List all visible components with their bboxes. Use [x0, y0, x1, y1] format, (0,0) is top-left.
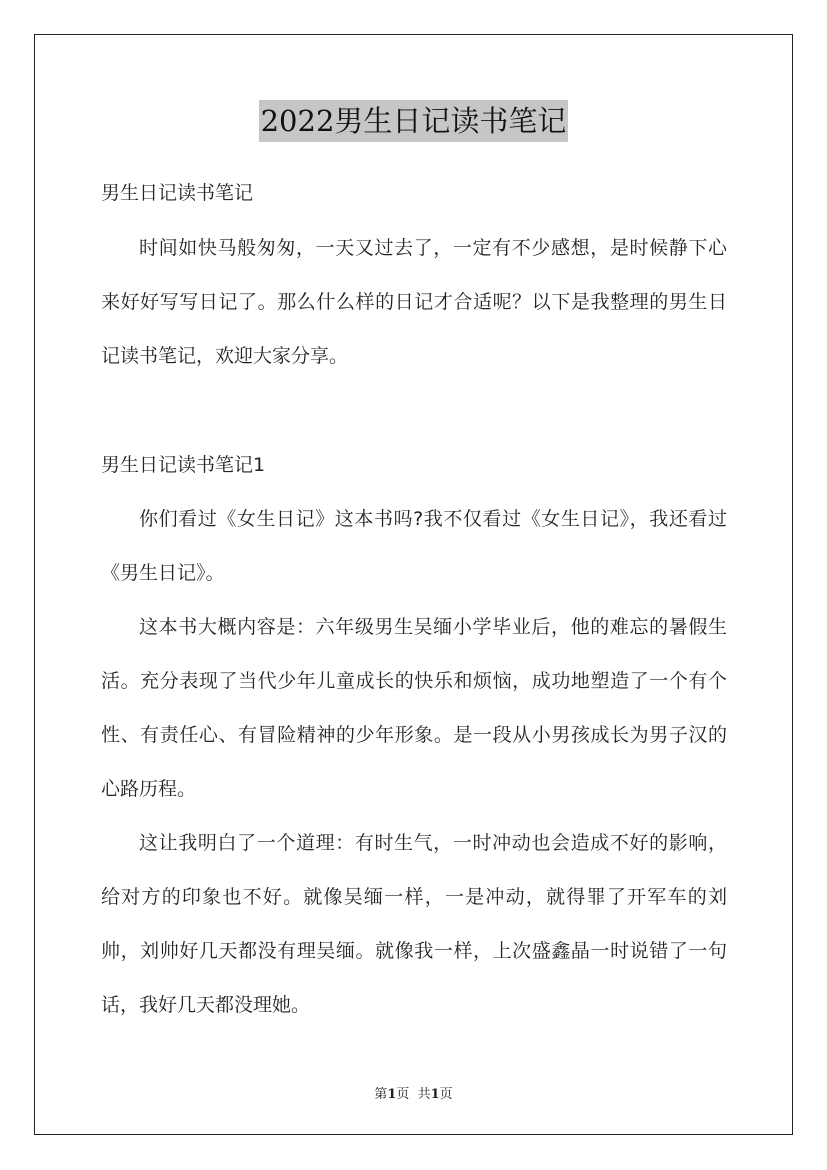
body-paragraph-1: 你们看过《女生日记》这本书吗?我不仅看过《女生日记》，我还看过《男生日记》。 — [101, 508, 727, 584]
page-footer — [0, 1083, 827, 1102]
intro-paragraph: 时间如快马般匆匆，一天又过去了，一定有不少感想，是时候静下心来好好写写日记了。那么什么样的日记才合适呢？以下是我整理的男生日记读书笔记，欢迎大家分享。 — [101, 237, 727, 367]
footer-mid: 页 共 — [396, 1087, 431, 1102]
title-container — [0, 100, 827, 142]
footer-page-current: 1 — [387, 1087, 397, 1102]
section-heading: 男生日记读书笔记1 — [101, 454, 266, 476]
intro-heading: 男生日记读书笔记 — [101, 182, 254, 204]
footer-suffix: 页 — [439, 1087, 453, 1102]
body-paragraph-3: 这让我明白了一个道理：有时生气，一时冲动也会造成不好的影响，给对方的印象也不好。就像吴缅一样，一是冲动，就得罪了开军车的刘帅，刘帅好几天都没有理吴缅。就像我一样，上次盛鑫晶一时说错了一句话，我好几天都没理她。 — [101, 832, 727, 1016]
footer-page-total: 1 — [430, 1087, 440, 1102]
body-paragraph-2: 这本书大概内容是：六年级男生吴缅小学毕业后，他的难忘的暑假生活。充分表现了当代少年儿童成长的快乐和烦恼，成功地塑造了一个有个性、有责任心、有冒险精神的少年形象。是一段从小男孩成长为男子汉的心路历程。 — [101, 616, 727, 800]
document-title: 2022男生日记读书笔记 — [259, 100, 569, 142]
footer-prefix: 第 — [374, 1087, 388, 1102]
